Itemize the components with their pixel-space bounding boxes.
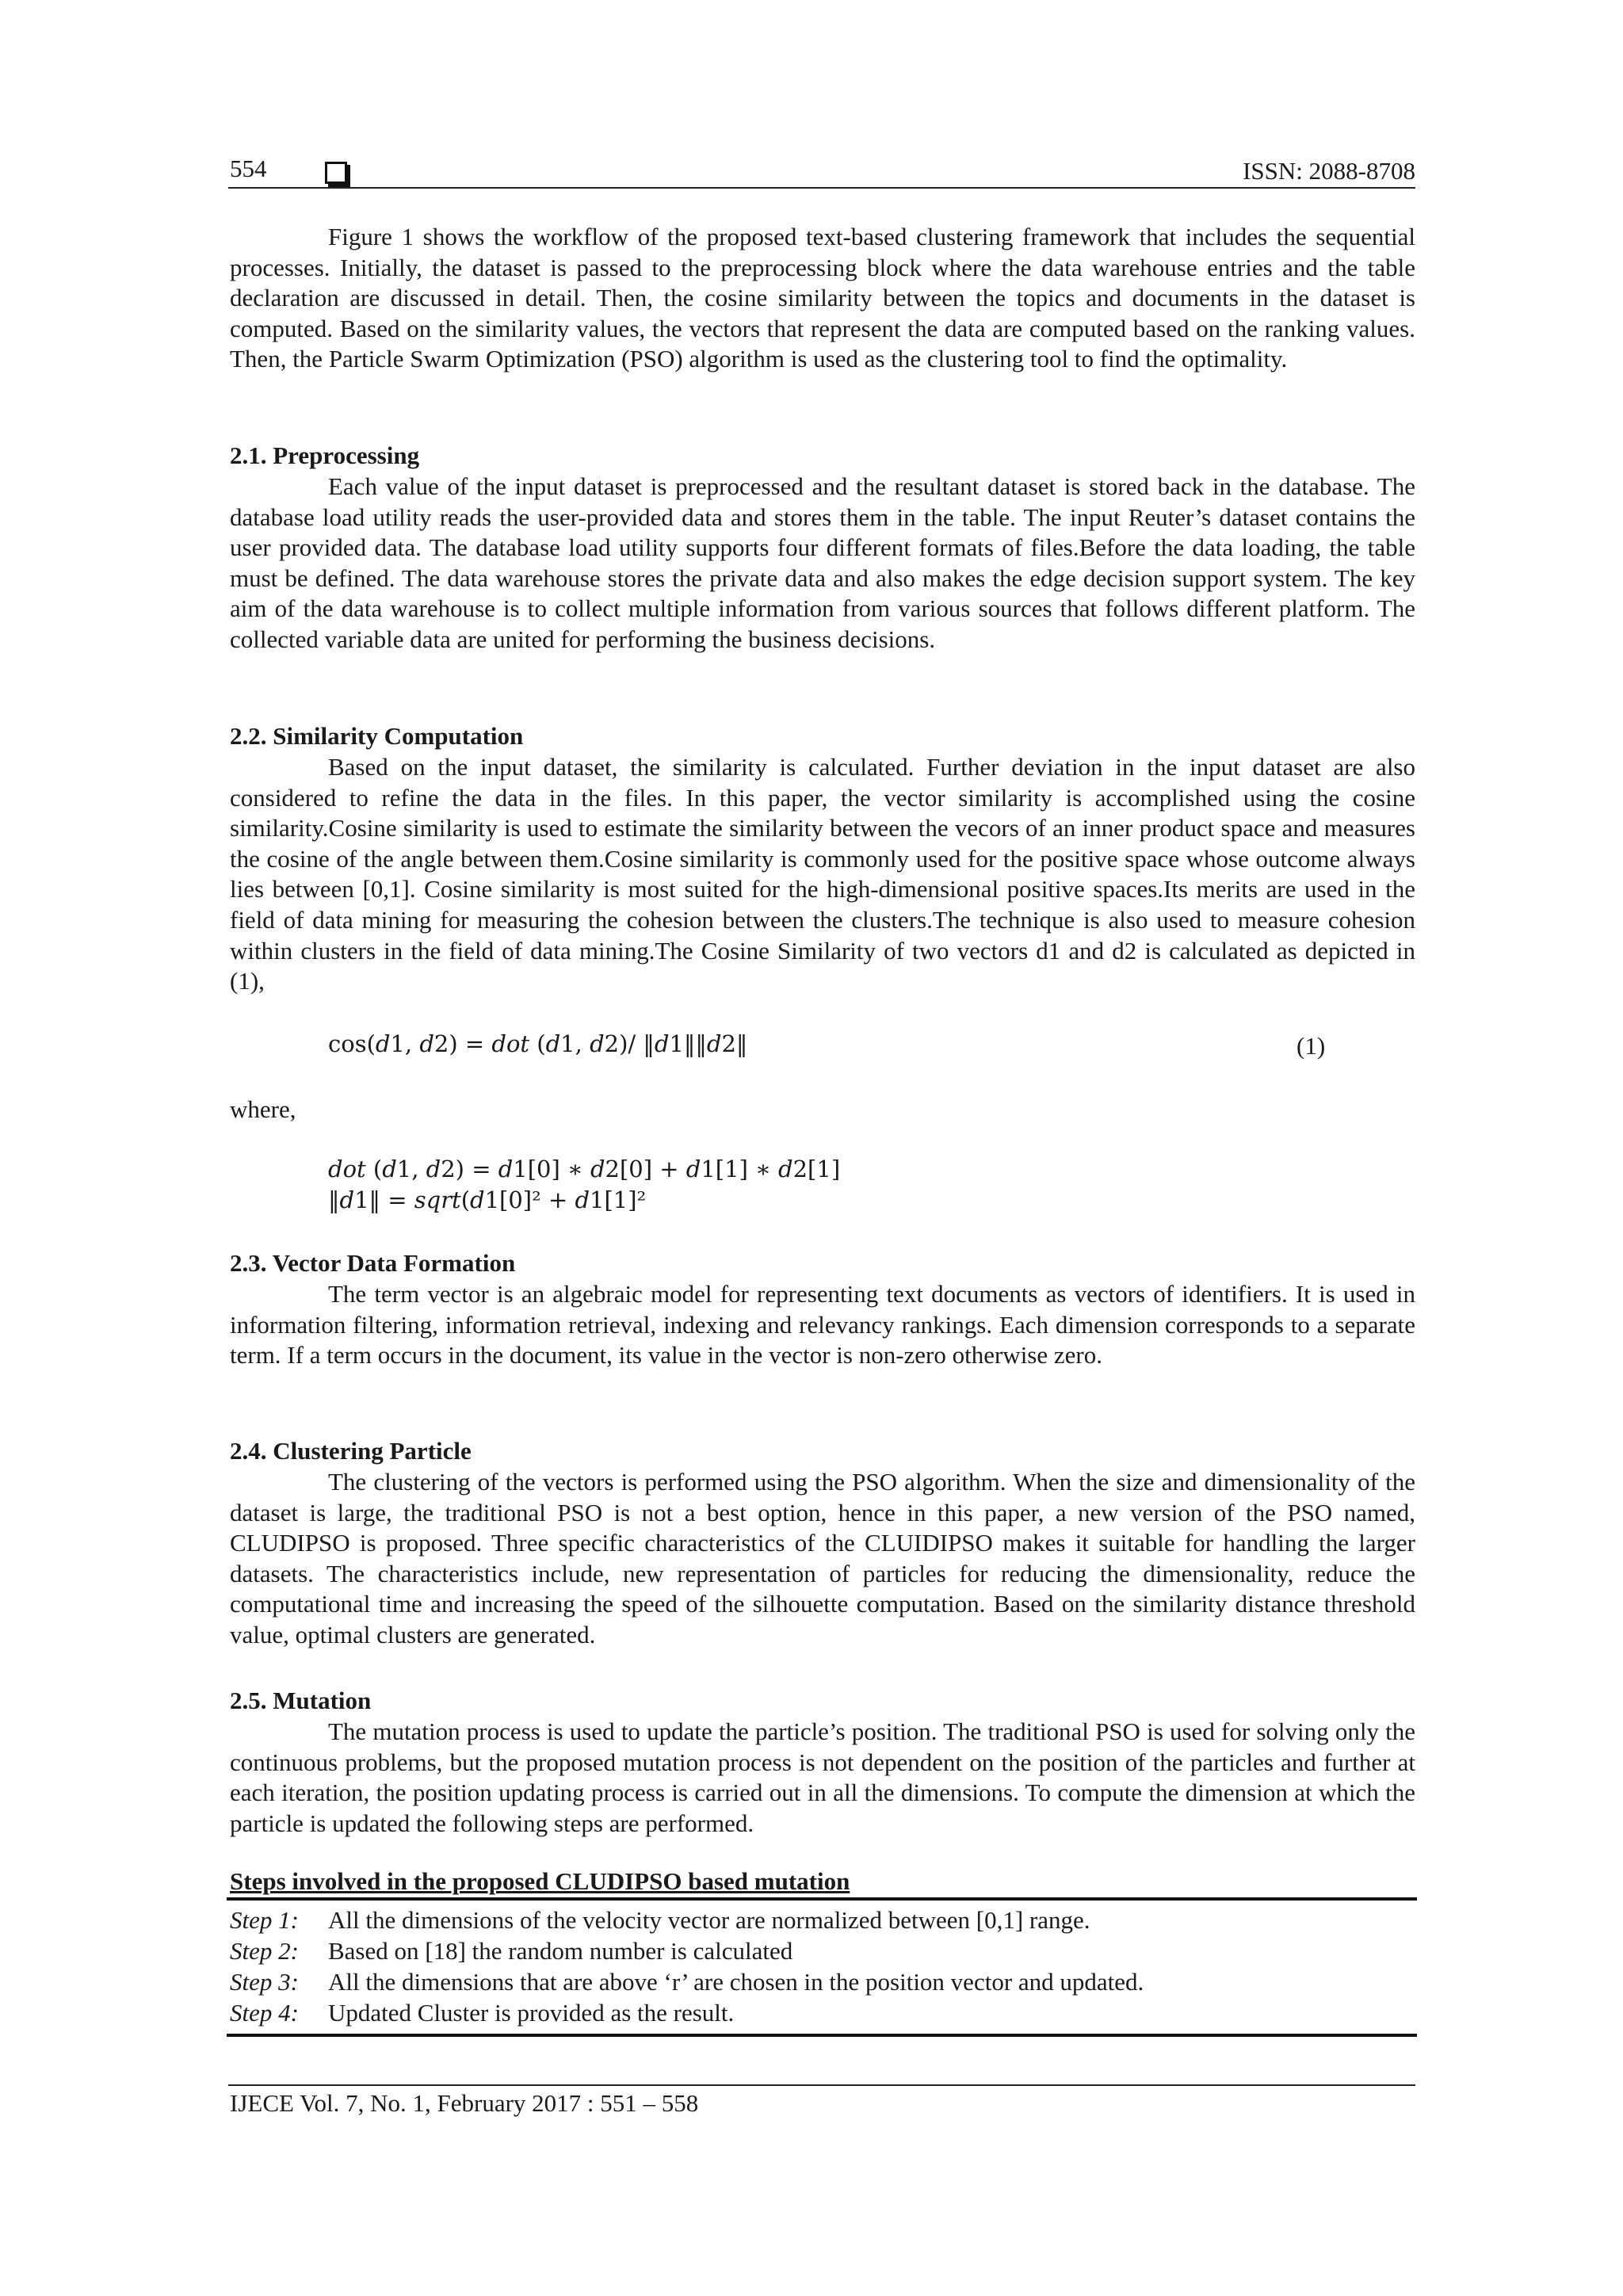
page-number: 554 — [230, 155, 267, 182]
equation-number: (1) — [1296, 1032, 1326, 1060]
step-row — [230, 1906, 1090, 1935]
step-row — [230, 1999, 734, 2027]
journal-issn: ISSN: 2088-8708 — [1243, 157, 1415, 185]
step-label: Step 1: — [230, 1906, 299, 1934]
section-heading-similarity: 2.2. Similarity Computation — [230, 722, 524, 750]
step-row — [230, 1937, 792, 1966]
preprocessing-paragraph: Each value of the input dataset is preprocessed and the resultant dataset is stored back in the database. The database load utility reads the user-provided data and stores them in the table. The input Reuter’s dataset contains the user provided data. The database load utility supports four different formats of files.Before the data loading, the table must be defined. The data warehouse stores the private data and also makes the edge decision support system. The key aim of the data warehouse is to collect multiple information from various sources that follows different platform. The collected variable data are united for performing the business decisions. — [230, 472, 1415, 653]
steps-bottom-rule — [227, 2034, 1417, 2037]
section-heading-mutation: 2.5. Mutation — [230, 1687, 372, 1714]
step-label: Step 4: — [230, 1999, 299, 2027]
square-bullet-icon — [325, 162, 347, 184]
similarity-paragraph: Based on the input dataset, the similarity is calculated. Further deviation in the input dataset are also considered to refine the data in the files. In this paper, the vector similarity is accomplished using the cosine similarity.Cosine similarity is used to estimate the similarity between the vecors of an inner product space and measures the cosine of the angle between them.Cosine similarity is commonly used for the positive space whose outcome always lies between [0,1]. Cosine similarity is most suited for the high-dimensional positive spaces.Its merits are used in the field of data mining for measuring the cohesion between the clusters.The technique is also used to measure cohesion within clusters in the field of data mining.The Cosine Similarity of two vectors d1 and d2 is calculated as depicted in (1), — [230, 753, 1415, 995]
section-heading-preprocessing: 2.1. Preprocessing — [230, 441, 420, 469]
clustering-paragraph: The clustering of the vectors is performed using the PSO algorithm. When the size and dimensionality of the dataset is large, the traditional PSO is not a best option, hence in this paper, a new version of the PSO named, CLUDIPSO is proposed. Three specific characteristics of the CLUIDIPSO makes it suitable for handling the larger datasets. The characteristics include, new representation of particles for reducing the dimensionality, reduce the computational time and increasing the speed of the silhouette computation. Based on the similarity distance threshold value, optimal clusters are generated. — [230, 1468, 1415, 1648]
section-heading-vector: 2.3. Vector Data Formation — [230, 1249, 516, 1277]
steps-title: Steps involved in the proposed CLUDIPSO based mutation — [230, 1867, 850, 1895]
vector-paragraph: The term vector is an algebraic model for representing text documents as vectors of identifiers. It is used in information filtering, information retrieval, indexing and relevancy rankings. Each dimension corresponds to a separate term. If a term occurs in the document, its value in the vector is non-zero otherwise zero. — [230, 1280, 1415, 1370]
step-label: Step 3: — [230, 1968, 299, 1996]
equation-norm: ‖𝑑1‖ = 𝑠𝑞𝑟𝑡(𝑑1[0]² + 𝑑1[1]² — [328, 1186, 647, 1213]
intro-paragraph: Figure 1 shows the workflow of the proposed text-based clustering framework that includes the sequential processes. Initially, the dataset is passed to the preprocessing block where the data warehouse entries and the table declaration are discussed in detail. Then, the cosine similarity between the topics and documents in the dataset is computed. Based on the similarity values, the vectors that represent the data are computed based on the ranking values. Then, the Particle Swarm Optimization (PSO) algorithm is used as the clustering tool to find the optimality. — [230, 223, 1415, 373]
section-heading-clustering: 2.4. Clustering Particle — [230, 1437, 472, 1465]
equation-cosine: cos(𝑑1, 𝑑2) = 𝑑𝑜𝑡 (𝑑1, 𝑑2)/ ‖𝑑1‖‖𝑑2‖ — [328, 1030, 748, 1057]
steps-top-rule — [227, 1897, 1417, 1901]
mutation-paragraph: The mutation process is used to update the particle’s position. The traditional PSO is used for solving only the continuous problems, but the proposed mutation process is not dependent on the position of the particles and further at each iteration, the position updating process is carried out in all the dimensions. To compute the dimension at which the particle is updated the following steps are performed. — [230, 1717, 1415, 1837]
equation-dot: 𝑑𝑜𝑡 (𝑑1, 𝑑2) = 𝑑1[0] ∗ 𝑑2[0] + 𝑑1[1] ∗ 𝑑2[1] — [328, 1156, 841, 1182]
where-label: where, — [230, 1095, 296, 1123]
step-label: Step 2: — [230, 1937, 299, 1965]
footer-divider — [228, 2084, 1415, 2086]
step-text: Based on [18] the random number is calculated — [328, 1937, 793, 1965]
step-text: Updated Cluster is provided as the result. — [328, 1999, 735, 2027]
header-divider — [228, 187, 1415, 189]
step-row — [230, 1968, 1144, 1996]
step-text: All the dimensions that are above ‘r’ are chosen in the position vector and updated. — [328, 1968, 1144, 1996]
footer-citation: IJECE Vol. 7, No. 1, February 2017 : 551 – 558 — [230, 2089, 699, 2117]
step-text: All the dimensions of the velocity vector are normalized between [0,1] range. — [328, 1906, 1090, 1934]
